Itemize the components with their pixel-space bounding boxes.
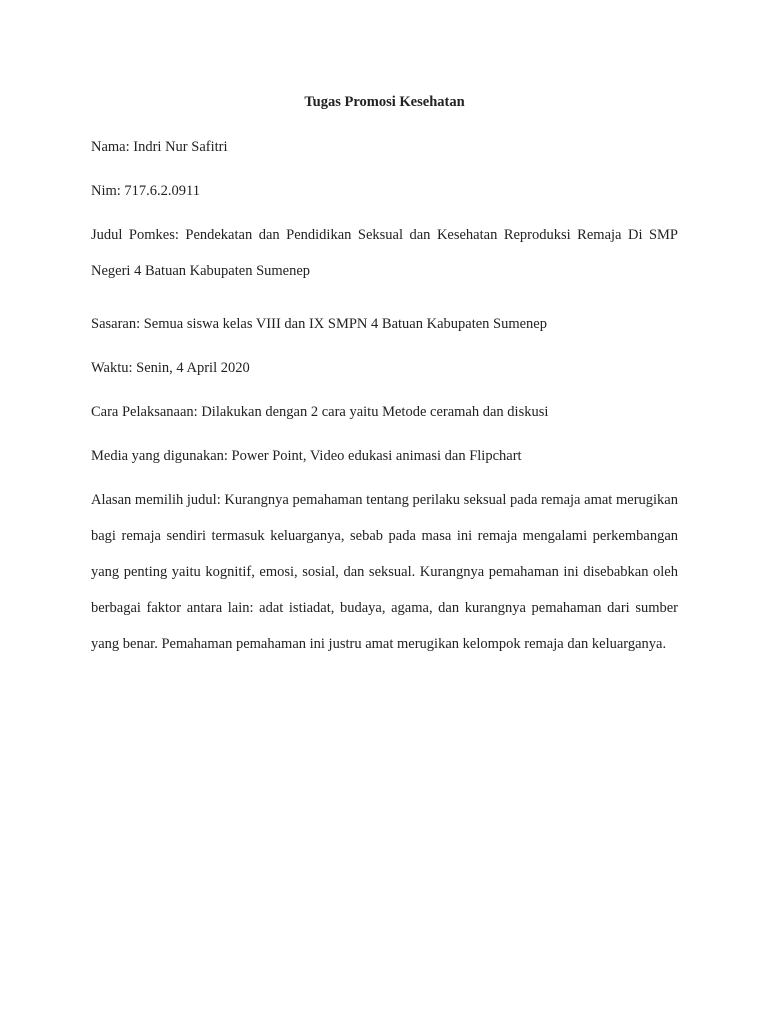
field-nama: Nama: Indri Nur Safitri: [91, 139, 228, 155]
field-media: Media yang digunakan: Power Point, Video edukasi animasi dan Flipchart: [91, 448, 522, 464]
document-title: Tugas Promosi Kesehatan: [304, 94, 465, 110]
document-body: [91, 93, 678, 662]
field-nim: Nim: 717.6.2.0911: [91, 183, 201, 199]
paragraph-alasan: Alasan memilih judul: Kurangnya pemahaman tentang perilaku seksual pada remaja amat merugikan bagi remaja sendiri termasuk keluarganya, sebab pada masa ini remaja mengalami perkembangan yang penting yaitu kognitif, emosi, sosial, dan seksual. Kurangnya pemahaman ini disebabkan oleh berbagai faktor antara lain: adat istiadat, budaya, agama, dan kurangnya pemahaman dari sumber yang benar. Pemahaman pemahaman ini justru amat merugikan kelompok remaja dan keluarganya.: [91, 492, 678, 652]
field-waktu: Waktu: Senin, 4 April 2020: [91, 360, 250, 376]
field-cara-pelaksanaan: Cara Pelaksanaan: Dilakukan dengan 2 cara yaitu Metode ceramah dan diskusi: [91, 404, 549, 420]
field-judul: Judul Pomkes: Pendekatan dan Pendidikan Seksual dan Kesehatan Reproduksi Remaja Di SMP Negeri 4 Batuan Kabupaten Sumenep: [91, 227, 678, 279]
field-sasaran: Sasaran: Semua siswa kelas VIII dan IX SMPN 4 Batuan Kabupaten Sumenep: [91, 316, 547, 332]
